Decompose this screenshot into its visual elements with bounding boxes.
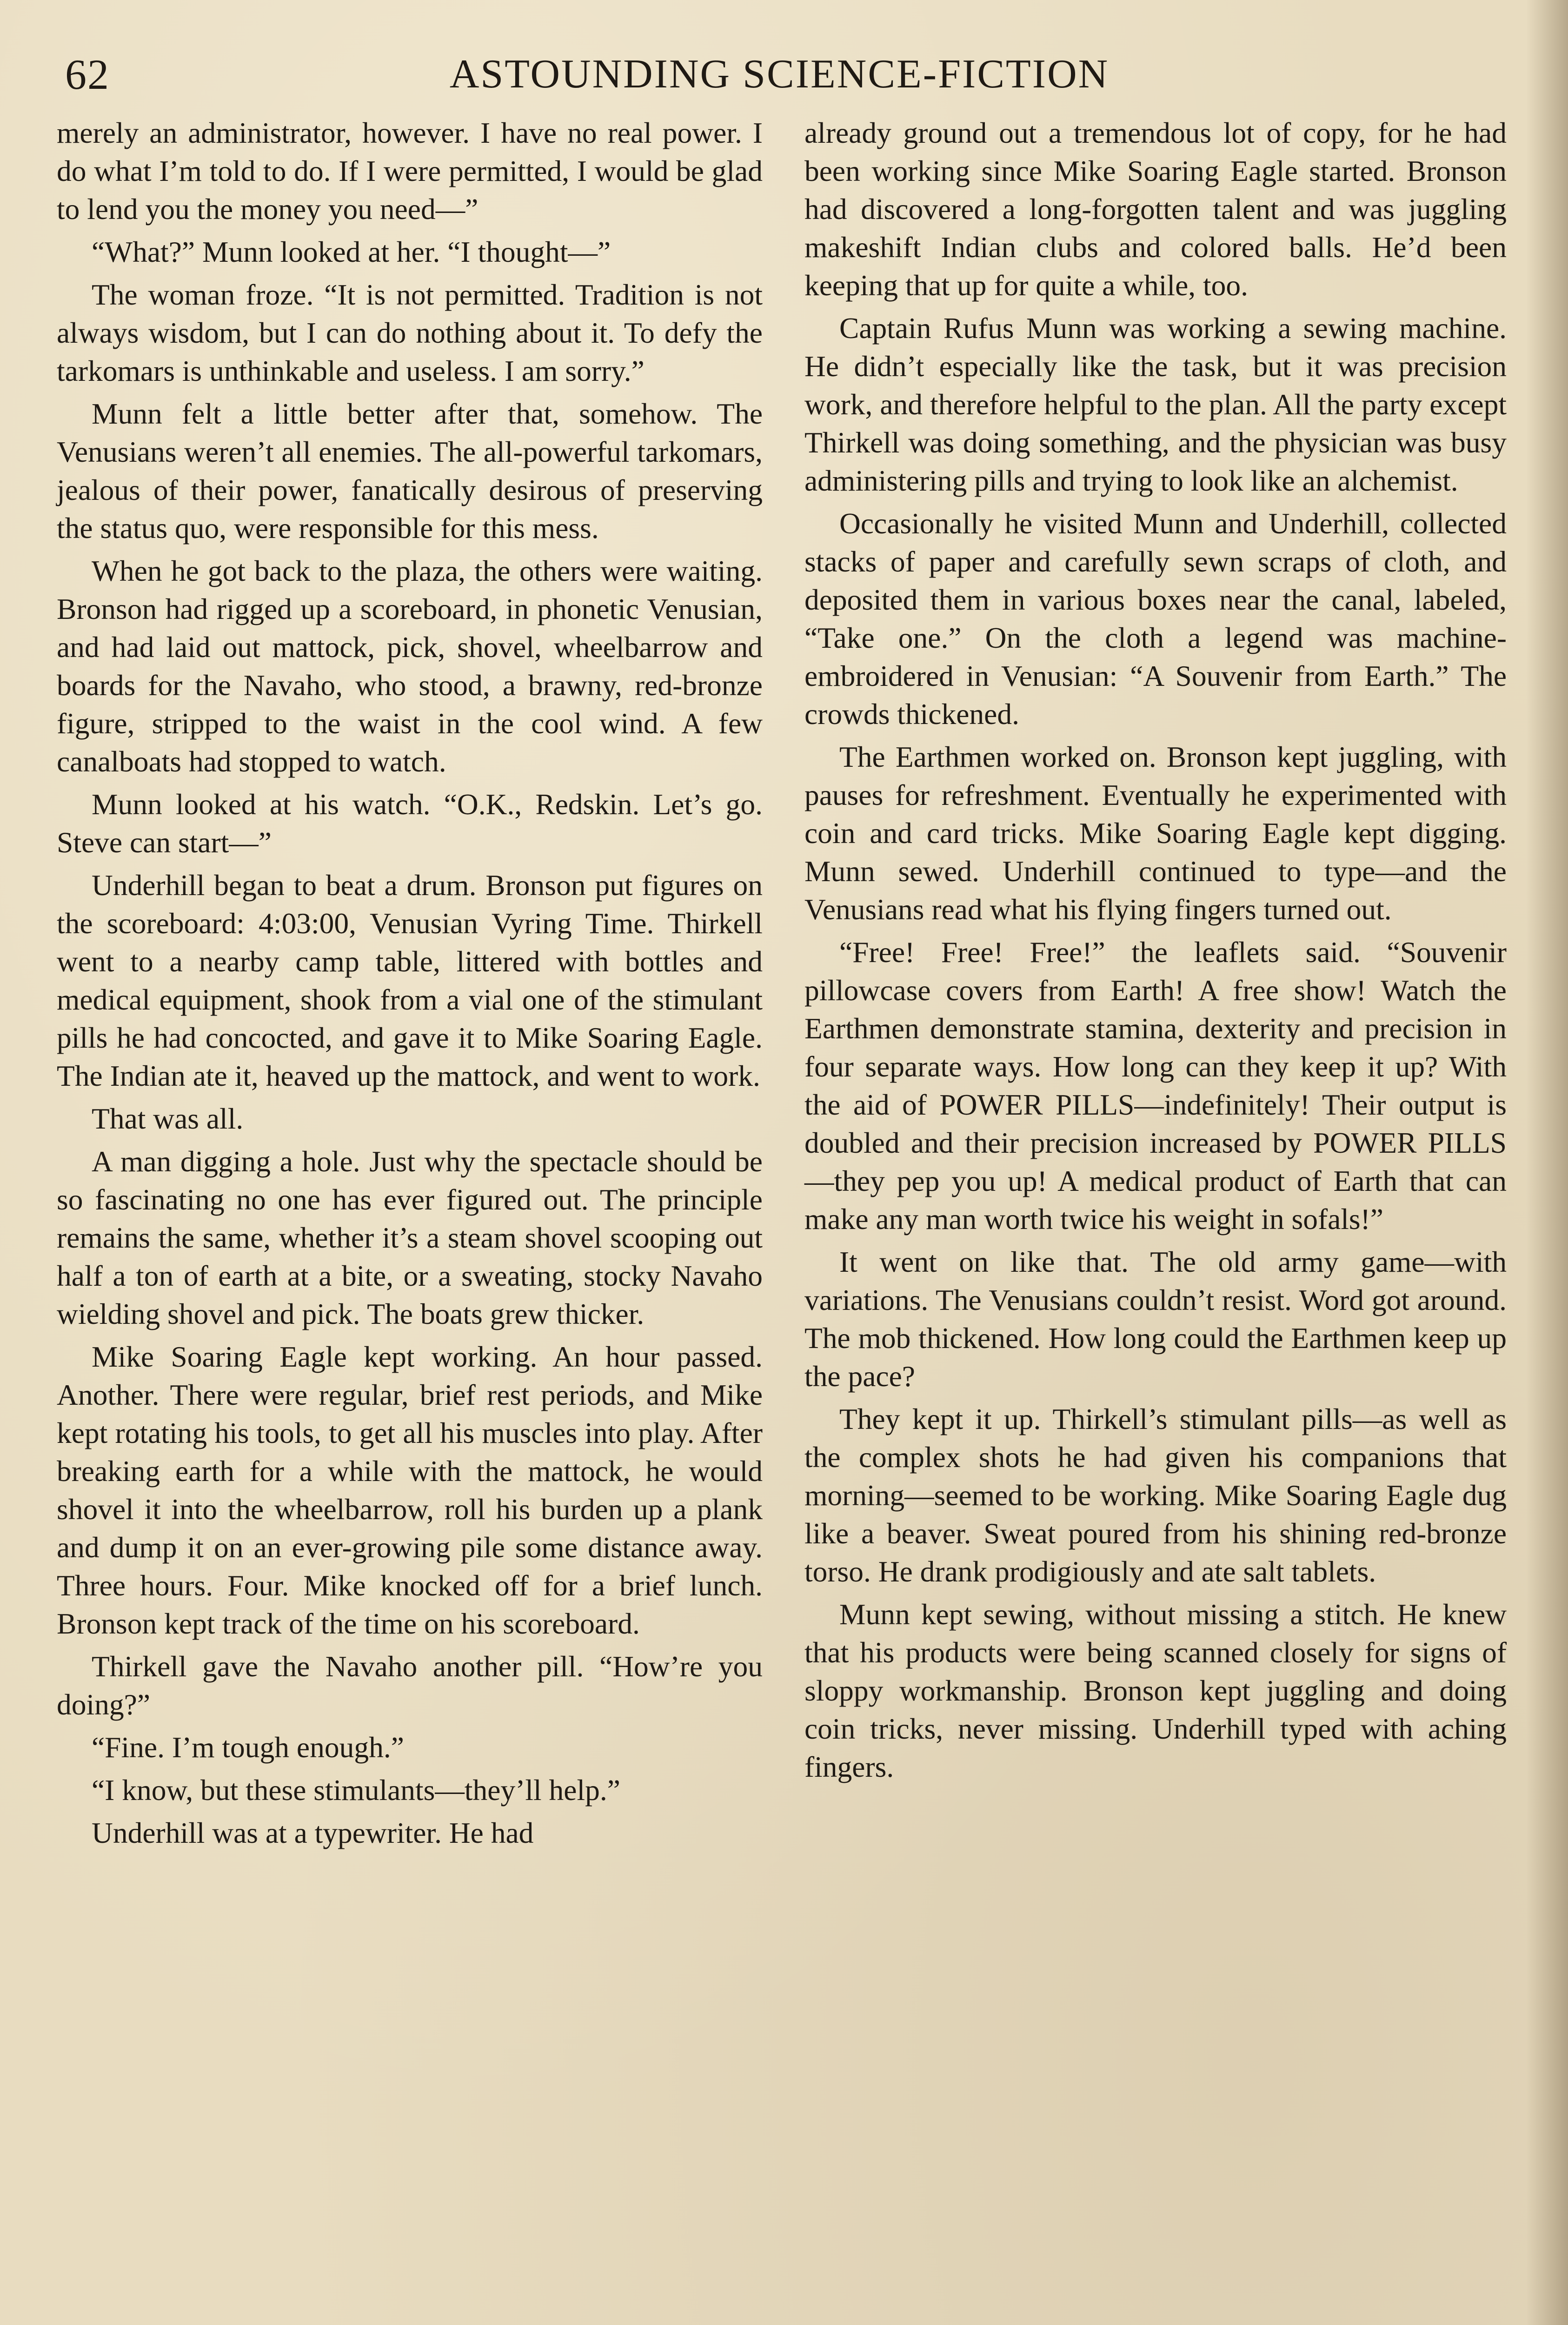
- right-text-column: [804, 114, 1507, 1791]
- paragraph: Mike Soaring Eagle kept working. An hour passed. Another. There were regular, brief rest periods, and Mike kept rotating his tools, to get all his muscles into play. After breaking earth for a while with the mattock, he would shovel it into the wheelbarrow, roll his burden up a plank and dump it on an ever-growing pile some distance away. Three hours. Four. Mike knocked off for a brief lunch. Bronson kept track of the time on his scoreboard.: [57, 1340, 763, 1640]
- paragraph: Munn looked at his watch. “O.K., Redskin. Let’s go. Steve can start—”: [57, 788, 763, 859]
- paragraph: It went on like that. The old army game—with variations. The Venusians couldn’t resist. Word got around. The mob thickened. How long could the Earthmen keep up the pace?: [804, 1245, 1507, 1393]
- paragraph: “What?” Munn looked at her. “I thought—”: [92, 235, 611, 268]
- paragraph: Underhill began to beat a drum. Bronson put figures on the scoreboard: 4:03:00, Venusian Vyring Time. Thirkell went to a nearby camp table, littered with bottles and medical equipment, shook from a vial one of the stimulant pills he had concocted, and gave it to Mike Soaring Eagle. The Indian ate it, heaved up the mattock, and went to work.: [57, 869, 763, 1092]
- page-header: [60, 44, 1498, 109]
- paragraph: Occasionally he visited Munn and Underhill, collected stacks of paper and carefully sewn scraps of cloth, and deposited them in various boxes near the canal, labeled, “Take one.” On the cloth a legend was machine-embroidered in Venusian: “A Souvenir from Earth.” The crowds thickened.: [804, 507, 1507, 731]
- paragraph: already ground out a tremendous lot of copy, for he had been working since Mike Soaring Eagle started. Bronson had discovered a long-forgotten talent and was juggling makeshift Indian clubs and colored balls. He’d been keeping that up for quite a while, too.: [804, 116, 1507, 302]
- paragraph: “Free! Free! Free!” the leaflets said. “Souvenir pillowcase covers from Earth! A free show! Watch the Earthmen demonstrate stamina, dexterity and precision in four separate ways. How long can they keep it up? With the aid of POWER PILLS—indefinitely! Their output is doubled and their precision increased by POWER PILLS—they pep you up! A medical product of Earth that can make any man worth twice his weight in sofals!”: [804, 936, 1507, 1236]
- paragraph: “I know, but these stimulants—they’ll help.”: [92, 1774, 620, 1807]
- paragraph: Thirkell gave the Navaho another pill. “How’re you doing?”: [57, 1650, 763, 1721]
- paragraph: merely an administrator, however. I have no real power. I do what I’m told to do. If I were permitted, I would be glad to lend you the money you need—”: [57, 116, 763, 226]
- paragraph: That was all.: [92, 1102, 244, 1135]
- paragraph: “Fine. I’m tough enough.”: [92, 1731, 404, 1764]
- running-title: ASTOUNDING SCIENCE-FICTION: [449, 52, 1110, 97]
- paragraph: Captain Rufus Munn was working a sewing machine. He didn’t especially like the task, but it was precision work, and therefore helpful to the plan. All the party except Thirkell was doing something, and the physician was busy administering pills and trying to look like an alchemist.: [804, 312, 1507, 497]
- paragraph: Munn kept sewing, without missing a stitch. He knew that his products were being scanned closely for signs of sloppy workmanship. Bronson kept juggling and doing coin tricks, never missing. Underhill typed with aching fingers.: [804, 1598, 1507, 1783]
- paragraph: Underhill was at a typewriter. He had: [92, 1816, 534, 1849]
- paragraph: They kept it up. Thirkell’s stimulant pills—as well as the complex shots he had given his companions that morning—seemed to be working. Mike Soaring Eagle dug like a beaver. Sweat poured from his shining red-bronze torso. He drank prodigiously and ate salt tablets.: [804, 1402, 1507, 1588]
- paragraph: A man digging a hole. Just why the spectacle should be so fascinating no one has ever figured out. The principle remains the same, whether it’s a steam shovel scooping out half a ton of earth at a bite, or a sweating, stocky Navaho wielding shovel and pick. The boats grew thicker.: [57, 1145, 763, 1330]
- paragraph: Munn felt a little better after that, somehow. The Venusians weren’t all enemies. The all-powerful tarkomars, jealous of their power, fanatically desirous of preserving the status quo, were responsible for this mess.: [57, 397, 763, 545]
- paragraph: When he got back to the plaza, the others were waiting. Bronson had rigged up a scoreboard, in phonetic Venusian, and had laid out mattock, pick, shovel, wheelbarrow and boards for the Navaho, who stood, a brawny, red-bronze figure, stripped to the waist in the cool wind. A few canalboats had stopped to watch.: [57, 554, 763, 778]
- page-number: 62: [65, 51, 110, 98]
- left-text-column: [57, 114, 763, 1857]
- paragraph: The Earthmen worked on. Bronson kept juggling, with pauses for refreshment. Eventually he experimented with coin and card tricks. Mike Soaring Eagle kept digging. Munn sewed. Underhill continued to type—and the Venusians read what his flying fingers turned out.: [804, 740, 1507, 926]
- paragraph: The woman froze. “It is not permitted. Tradition is not always wisdom, but I can do nothing about it. To defy the tarkomars is unthinkable and useless. I am sorry.”: [57, 278, 763, 387]
- page-edge-shadow: [1526, 0, 1568, 2325]
